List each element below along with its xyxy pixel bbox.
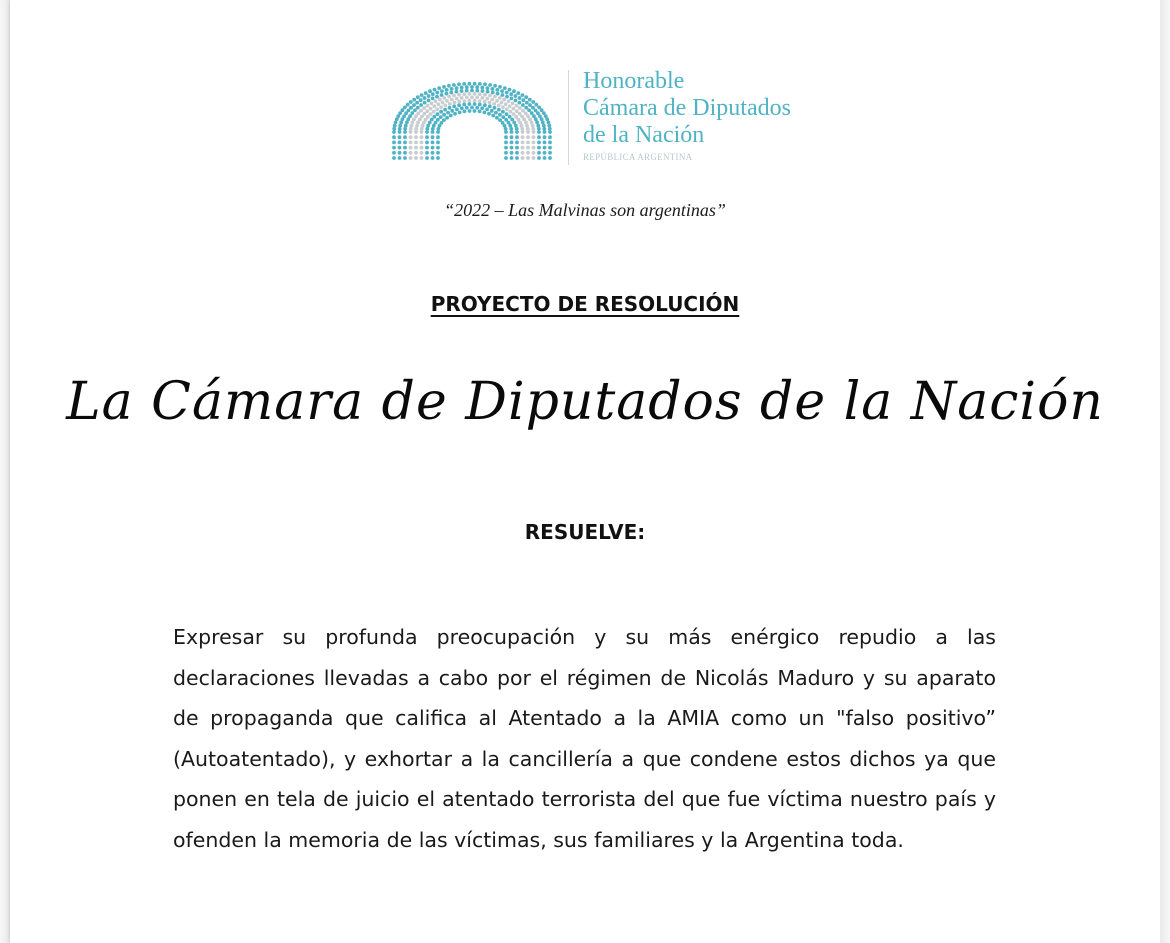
chamber-script-title: La Cámara de Diputados de la Nación <box>66 372 1104 432</box>
logo-text-camara: Cámara de Diputados <box>583 95 791 121</box>
document-heading-text: PROYECTO DE RESOLUCIÓN <box>430 292 740 316</box>
page-edge-left <box>0 0 10 943</box>
document-heading <box>0 292 1170 316</box>
logo-text-honorable: Honorable <box>583 68 685 94</box>
resolution-body: Expresar su profunda preocupación y su más enérgico repudio a las declaraciones llevadas a cabo por el régimen de Nicolás Maduro y su aparato de propaganda que califica al Atentado a la AMIA como un "falso positivo” (Autoatentado), y exhortar a la cancillería a que condene estos dichos ya que ponen en tela de juicio el atentado terrorista del que fue víctima nuestro país y ofenden la memoria de las víctimas, sus familiares y la Argentina toda. <box>173 625 996 852</box>
logo-text-republica: REPÚBLICA ARGENTINA <box>583 152 693 162</box>
logo-divider <box>568 70 569 165</box>
logo-text-nacion: de la Nación <box>583 122 705 148</box>
page-edge-right <box>1160 0 1170 943</box>
resolve-label: RESUELVE: <box>524 520 646 544</box>
congress-hemicycle-icon <box>390 50 555 168</box>
chamber-logo <box>390 50 830 170</box>
year-motto: “2022 – Las Malvinas son argentinas” <box>444 200 726 220</box>
